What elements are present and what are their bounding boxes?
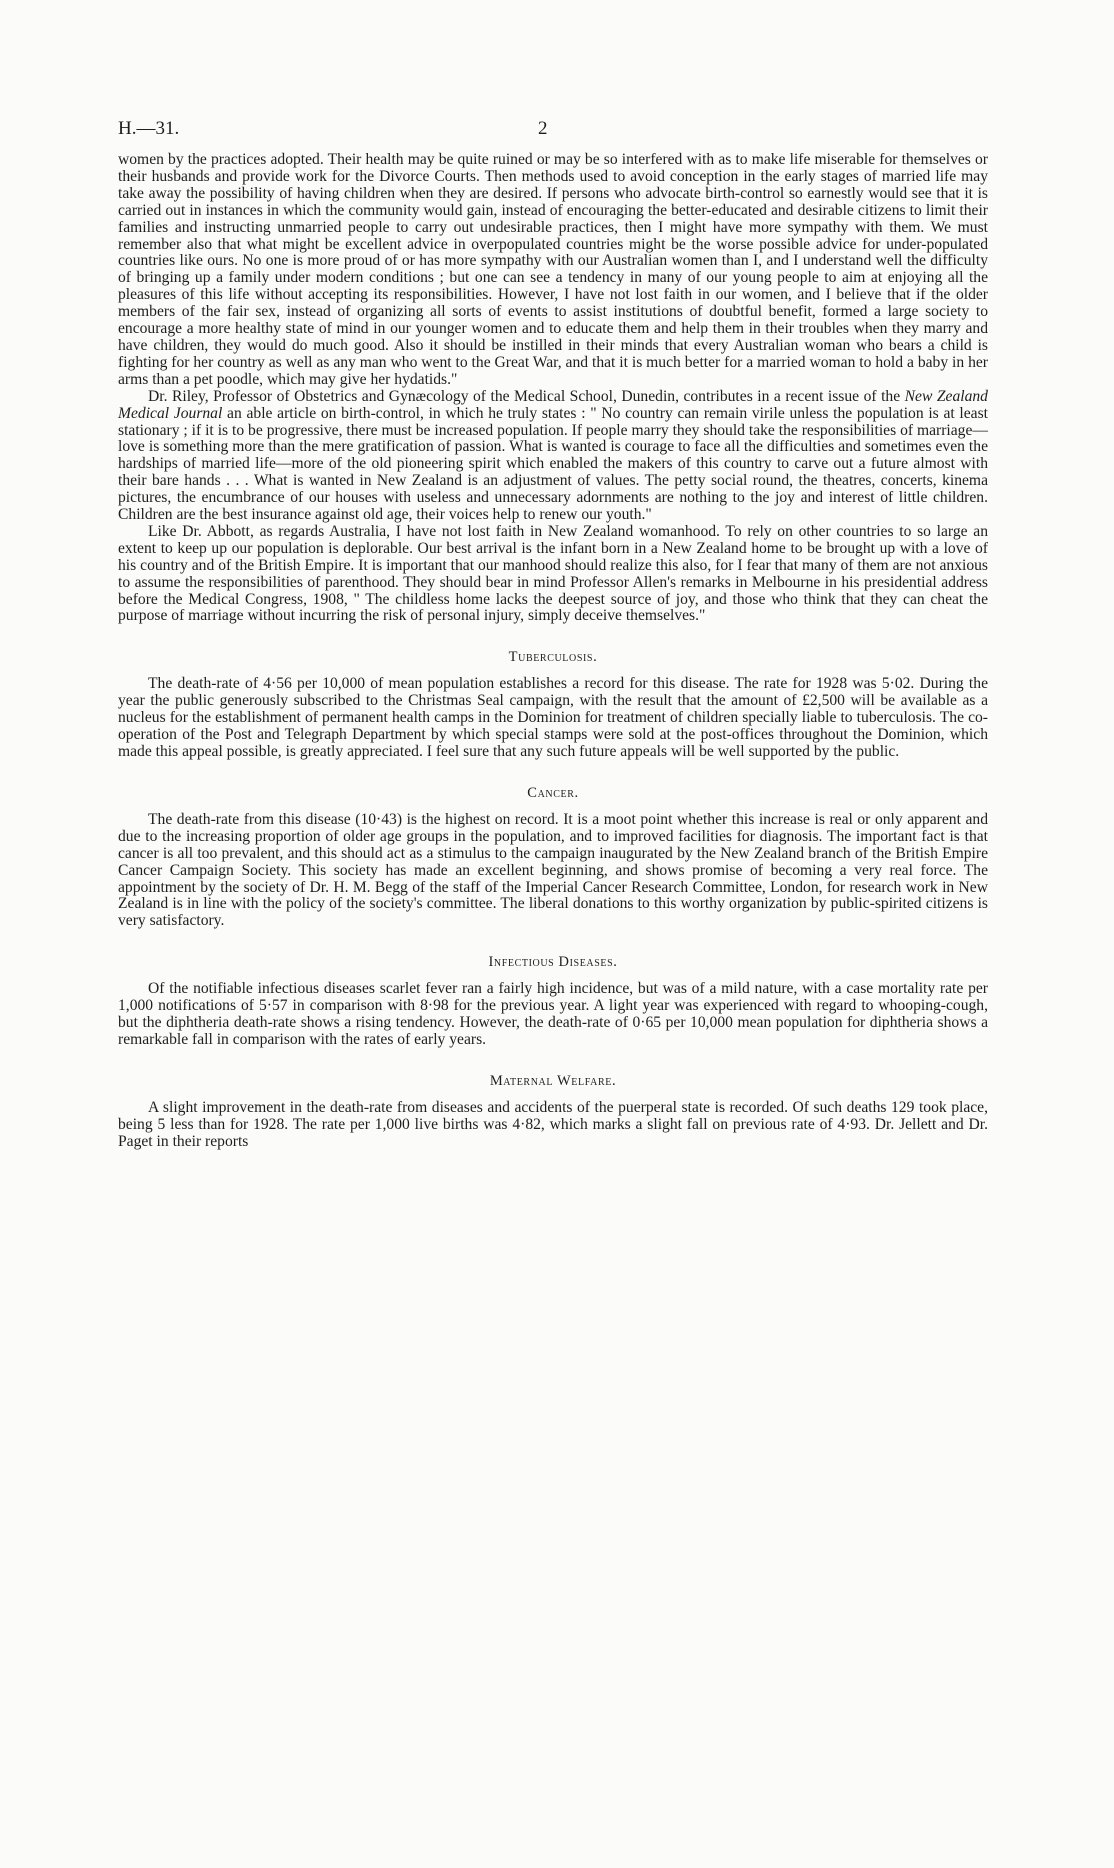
- document-reference: H.—31.: [118, 118, 180, 139]
- paragraph-abbott: Like Dr. Abbott, as regards Australia, I have not lost faith in New Zealand womanhood. To rely on other countries to so large an extent to keep up our population is deplorable. Our best arrival is the infant born in a New Zealand home to be brought up with a love of his country and of the British Empire. It is important that our manhood should realize this also, for I fear that many of them are not anxious to assume the responsibilities of parenthood. They should bear in mind Professor Allen's remarks in Melbourne in his presidential address before the Medical Congress, 1908, " The childless home lacks the deepest source of joy, and those who think that they can cheat the purpose of marriage without incurring the risk of personal injury, simply deceive themselves.": [118, 522, 988, 625]
- journal-title: New Zealand Medical Journal: [118, 387, 988, 422]
- section-text-cancer: The death-rate from this disease (10·43) is the highest on record. It is a moot point whether this increase is real or only apparent and due to the increasing proportion of older age groups in the population, and to improved facilities for diagnosis. The important fact is that cancer is all too prevalent, and this should act as a stimulus to the campaign inaugurated by the New Zealand branch of the British Empire Cancer Campaign Society. This society has made an excellent beginning, and shows promise of becoming a very real force. The appointment by the society of Dr. H. M. Begg of the staff of the Imperial Cancer Research Committee, London, for research work in New Zealand is in line with the policy of the society's committee. The liberal donations to this worthy organization by public-spirited citizens is very satisfactory.: [118, 810, 988, 930]
- section-heading-maternal-welfare: Maternal Welfare.: [489, 1072, 617, 1089]
- paragraph-riley: [118, 389, 988, 524]
- section-heading-cancer: Cancer.: [527, 784, 579, 801]
- section-heading-tuberculosis: Tuberculosis.: [508, 649, 598, 666]
- section-heading-infectious-diseases: Infectious Diseases.: [488, 954, 618, 971]
- running-header: [118, 118, 988, 152]
- paragraph-riley-quote: an able article on birth-control, in which he truly states : " No country can remain virile unless the population is at least stationary ; if it is to be progressive, there must be increased population. If people marry they should take the responsibilities of marriage—love is something more than the mere gratification of passion. What is wanted is courage to face all the difficulties and sometimes even the hardships of married life—more of the old pioneering spirit which enabled the makers of this country to carve out a future almost with their bare hands . . . What is wanted in New Zealand is an adjustment of values. The petty social round, the theatres, concerts, kinema pictures, the encumbrance of our houses with useless and unnecessary adornments are nothing to the joy and interest of little children. Children are the best insurance against old age, their voices help to renew our youth.": [118, 404, 988, 524]
- paragraph-riley-lead: Dr. Riley, Professor of Obstetrics and Gynæcology of the Medical School, Dunedin, contributes in a recent issue of the: [148, 387, 905, 405]
- section-text-infectious-diseases: Of the notifiable infectious diseases scarlet fever ran a fairly high incidence, but was of a mild nature, with a case mortality rate per 1,000 notifications of 5·57 in comparison with 8·98 for the previous year. A light year was experienced with regard to whooping-cough, but the diphtheria death-rate shows a rising tendency. However, the death-rate of 0·65 per 10,000 mean population for diphtheria shows a remarkable fall in comparison with the rates of early years.: [118, 980, 988, 1048]
- document-page: [118, 118, 988, 1151]
- section-text-maternal-welfare: A slight improvement in the death-rate from diseases and accidents of the puerperal state is recorded. Of such deaths 129 took place, being 5 less than for 1928. The rate per 1,000 live births was 4·82, which marks a slight fall on previous rate of 4·93. Dr. Jellett and Dr. Paget in their reports: [118, 1098, 988, 1150]
- paragraph-continuation: women by the practices adopted. Their health may be quite ruined or may be so interfered with as to make life miserable for themselves or their husbands and provide work for the Divorce Courts. Then methods used to avoid conception in the early stages of married life may take away the possibility of having children when they are desired. If persons who advocate birth-control so earnestly would see that it is carried out in instances in which the community would gain, instead of encouraging the better-educated and desirable citizens to limit their families and instructing unmarried people to carry out undesirable practices, then I might have more sympathy with them. We must remember also that what might be excellent advice in overpopulated countries might be the worse possible advice for under-populated countries like ours. No one is more proud of or has more sympathy with our Australian women than I, and I understand well the difficulty of bringing up a family under modern conditions ; but one can see a tendency in many of our young people to aim at enjoying all the pleasures of this life without accepting its responsibilities. However, I have not lost faith in our women, and I believe that if the older members of the fair sex, instead of organizing all sorts of events to assist institutions of doubtful benefit, formed a large society to encourage a more healthy state of mind in our younger women and to educate them and help them in their troubles when they marry and have children, they would do much good. Also it should be instilled in their minds that every Australian woman who bears a child is fighting for her country as well as any man who went to the Great War, and that it is much better for a married woman to hold a baby in her arms than a pet poodle, which may give her hydatids.": [118, 151, 988, 388]
- section-text-tuberculosis: The death-rate of 4·56 per 10,000 of mean population establishes a record for this disease. The rate for 1928 was 5·02. During the year the public generously subscribed to the Christmas Seal campaign, with the result that the amount of £2,500 will be available as a nucleus for the establishment of permanent health camps in the Dominion for treatment of children specially liable to tuberculosis. The co-operation of the Post and Telegraph Department by which special stamps were sold at the post-offices throughout the Dominion, which made this appeal possible, is greatly appreciated. I feel sure that any such future appeals will be well supported by the public.: [118, 675, 988, 760]
- page-number: 2: [538, 118, 548, 139]
